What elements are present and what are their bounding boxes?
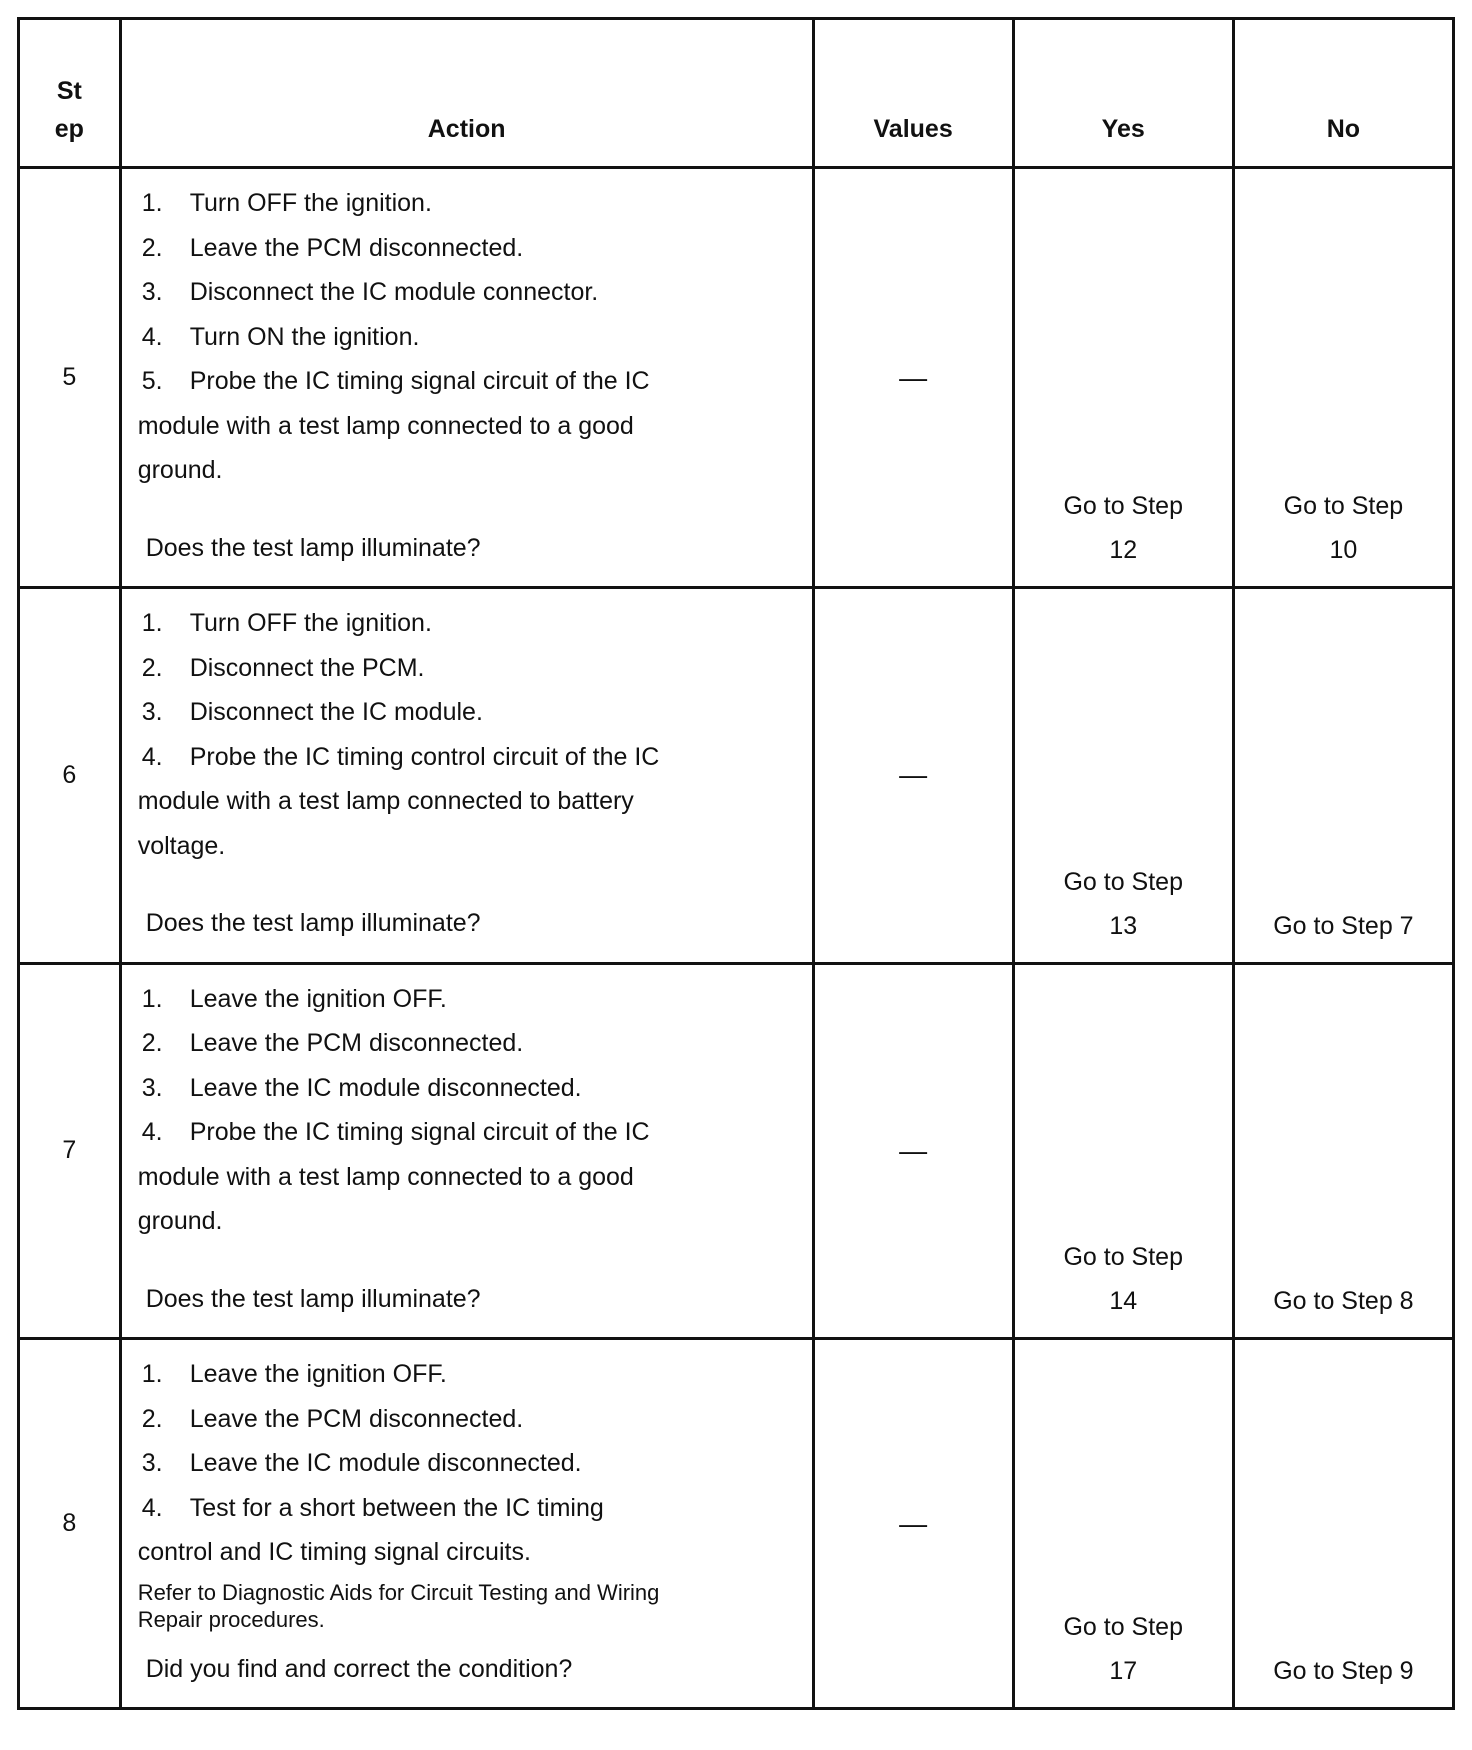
action-step-number: 1.: [141, 189, 163, 217]
action-step-number: 1.: [141, 984, 163, 1013]
action-step-text: Test for a short between the IC timing: [189, 1493, 604, 1522]
action-step: [138, 1397, 800, 1442]
no-result-cell: [1233, 963, 1453, 1339]
action-step-text: Disconnect the IC module.: [189, 698, 483, 726]
action-cell: [120, 168, 813, 588]
action-note-line: Refer to Diagnostic Aids for Circuit Testing and Wiring: [137, 1579, 660, 1605]
no-result-text: Go to Step 7: [1273, 911, 1414, 940]
action-step: [138, 181, 800, 226]
action-step-text: Disconnect the PCM.: [189, 653, 425, 682]
action-step: [138, 359, 800, 404]
action-step: [138, 735, 800, 780]
step-number: 8: [19, 1339, 121, 1709]
action-step: [138, 1441, 800, 1486]
action-step-continuation: module with a test lamp connected to a good: [137, 411, 634, 440]
action-note: [138, 1579, 800, 1633]
yes-result-cell: [1013, 1339, 1233, 1709]
action-step-text: Probe the IC timing control circuit of the IC: [189, 742, 660, 771]
no-result-text: Go to Step 9: [1273, 1657, 1414, 1685]
yes-result-text: Go to Step: [1063, 1613, 1183, 1641]
no-result-cell: [1233, 1339, 1453, 1709]
action-step-continuation: module with a test lamp connected to a good: [137, 1162, 634, 1191]
action-step-number: 4.: [141, 1493, 163, 1522]
action-step-number: 2.: [141, 233, 163, 262]
action-step-text: Leave the ignition OFF.: [189, 984, 447, 1013]
action-step-text: Leave the PCM disconnected.: [189, 233, 524, 262]
action-step-text: Probe the IC timing signal circuit of the IC: [189, 367, 650, 395]
values-cell: —: [813, 168, 1013, 588]
action-step-text: Leave the ignition OFF.: [189, 1360, 447, 1388]
action-step-text: Turn OFF the ignition.: [189, 609, 432, 637]
yes-result-text: 13: [1109, 911, 1138, 940]
header-step-line-1: St: [56, 77, 82, 105]
step-number: 6: [19, 588, 121, 964]
action-question: Does the test lamp illuminate?: [145, 1284, 481, 1313]
yes-result-text: Go to Step: [1063, 1243, 1183, 1271]
action-step-text: Leave the IC module disconnected.: [189, 1073, 582, 1102]
yes-result-cell: [1013, 963, 1233, 1339]
no-result-text: Go to Step 8: [1273, 1287, 1414, 1315]
diagnostic-table: [17, 17, 1455, 1710]
action-step-number: 2.: [141, 1029, 163, 1057]
table-row: [19, 963, 1454, 1339]
action-step-number: 3.: [141, 1449, 163, 1477]
no-result-text: 10: [1329, 536, 1358, 564]
action-step-text: Probe the IC timing signal circuit of the IC: [189, 1118, 650, 1146]
step-number: 5: [19, 168, 121, 588]
action-cell: [120, 588, 813, 964]
action-cell: [120, 963, 813, 1339]
action-step: [138, 270, 800, 315]
yes-result-cell: [1013, 168, 1233, 588]
action-step: [138, 1352, 800, 1397]
header-values: Values: [813, 19, 1013, 168]
action-step: [138, 1066, 800, 1111]
action-cell: [120, 1339, 813, 1709]
action-step: [138, 1021, 800, 1066]
values-cell: —: [813, 1339, 1013, 1709]
action-question: Did you find and correct the condition?: [145, 1654, 573, 1683]
header-no: No: [1233, 19, 1453, 168]
yes-result-text: 14: [1109, 1287, 1138, 1315]
header-yes: Yes: [1013, 19, 1233, 168]
table-row: [19, 168, 1454, 588]
action-step-text: Leave the PCM disconnected.: [189, 1404, 524, 1433]
yes-result-text: 17: [1109, 1657, 1138, 1685]
action-step-text: Leave the IC module disconnected.: [189, 1449, 582, 1477]
action-step-number: 3.: [141, 698, 163, 726]
action-step-text: Disconnect the IC module connector.: [189, 278, 599, 306]
action-step-continuation: ground.: [137, 456, 223, 484]
action-step-continuation: control and IC timing signal circuits.: [137, 1538, 531, 1566]
action-step-continuation: module with a test lamp connected to battery: [137, 787, 634, 815]
action-step-number: 4.: [141, 322, 163, 351]
action-step-text: Turn ON the ignition.: [189, 322, 420, 351]
action-step-number: 1.: [141, 609, 163, 637]
yes-result-text: Go to Step: [1063, 867, 1183, 896]
step-number: 7: [19, 963, 121, 1339]
table-row: [19, 1339, 1454, 1709]
action-step-text: Turn OFF the ignition.: [189, 189, 432, 217]
action-question: Does the test lamp illuminate?: [145, 533, 481, 562]
table-row: [19, 588, 1454, 964]
action-note-line: Repair procedures.: [137, 1606, 325, 1632]
action-step: [138, 690, 800, 735]
header-action: Action: [120, 19, 813, 168]
action-step-number: 3.: [141, 1073, 163, 1102]
action-step: [138, 226, 800, 271]
header-step: [19, 19, 121, 168]
no-result-text: Go to Step: [1283, 492, 1404, 520]
action-step-text: Leave the PCM disconnected.: [189, 1029, 524, 1057]
no-result-cell: [1233, 168, 1453, 588]
action-step-number: 4.: [141, 742, 163, 771]
action-step-number: 1.: [141, 1360, 163, 1388]
action-step: [138, 646, 800, 691]
header-step-line-2: ep: [54, 115, 84, 143]
action-question: Does the test lamp illuminate?: [145, 909, 481, 937]
action-step: [138, 315, 800, 360]
action-step: [138, 1110, 800, 1155]
action-step: [138, 601, 800, 646]
yes-result-text: Go to Step: [1063, 492, 1183, 520]
action-step-number: 2.: [141, 1404, 163, 1433]
action-step-number: 3.: [141, 278, 163, 306]
action-step-number: 4.: [141, 1118, 163, 1146]
no-result-cell: [1233, 588, 1453, 964]
header-row: [19, 19, 1454, 168]
action-step-number: 2.: [141, 653, 163, 682]
action-step: [138, 1486, 800, 1531]
yes-result-cell: [1013, 588, 1233, 964]
action-step-continuation: ground.: [137, 1207, 223, 1235]
action-step-continuation: voltage.: [137, 831, 226, 860]
values-cell: —: [813, 588, 1013, 964]
yes-result-text: 12: [1109, 536, 1138, 564]
values-cell: —: [813, 963, 1013, 1339]
action-step: [138, 977, 800, 1022]
action-step-number: 5.: [141, 367, 163, 395]
